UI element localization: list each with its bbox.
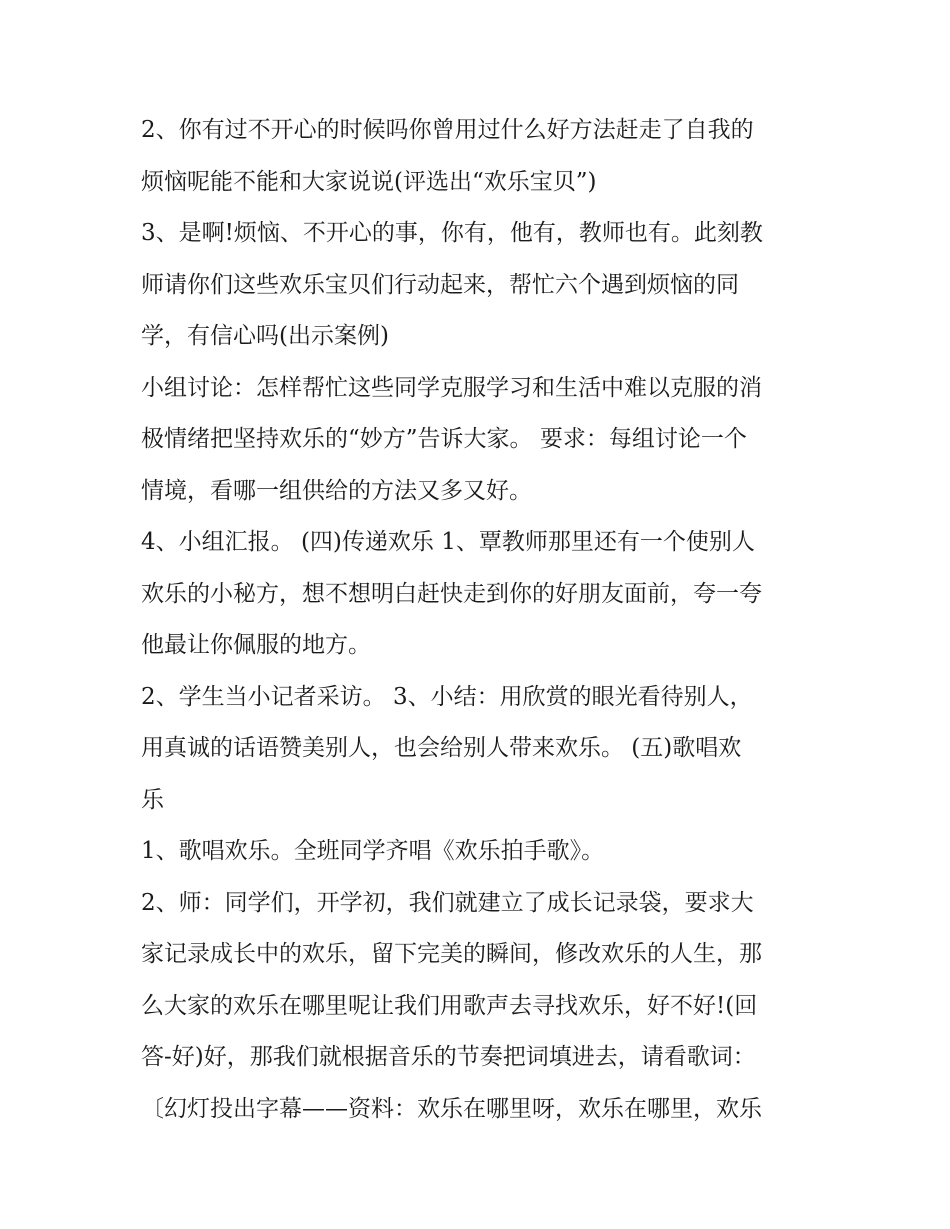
text-line: 乐 — [141, 786, 164, 813]
text-line: 答-好)好，那我们就根据音乐的节奏把词填进去，请看歌词： — [141, 1044, 756, 1070]
text-line: 师请你们这些欢乐宝贝们行动起来，帮忙六个遇到烦恼的同 — [141, 271, 739, 298]
text-line: 2、师：同学们，开学初，我们就建立了成长记录袋，要求大 — [141, 889, 754, 916]
text-line: 2、你有过不开心的时候吗你曾用过什么好方法赶走了自我的 — [141, 117, 754, 143]
text-line: 3、是啊!烦恼、不开心的事，你有，他有，教师也有。此刻教 — [141, 220, 763, 246]
text-line: 小组讨论：怎样帮忙这些同学克服学习和生活中难以克服的消 — [141, 374, 762, 401]
text-line: 欢乐的小秘方，想不想明白赶快走到你的好朋友面前，夸一夸 — [141, 580, 762, 607]
document-body — [141, 105, 831, 1135]
text-line: 2、学生当小记者采访。 3、小结：用欣赏的眼光看待别人， — [141, 683, 753, 710]
text-line: 〔幻灯投出字幕——资料：欢乐在哪里呀，欢乐在哪里，欢乐 — [141, 1095, 762, 1122]
text-line: 1、歌唱欢乐。全班同学齐唱《欢乐拍手歌》。 — [141, 838, 605, 864]
text-line: 情境，看哪一组供给的方法又多又好。 — [141, 477, 532, 504]
text-line: 他最让你佩服的地方。 — [141, 632, 371, 658]
text-line: 烦恼呢能不能和大家说说(评选出“欢乐宝贝”) — [141, 168, 597, 195]
text-line: 学，有信心吗(出示案例) — [141, 323, 389, 349]
text-line: 4、小组汇报。 (四)传递欢乐 1、覃教师那里还有一个使别人 — [141, 529, 755, 555]
text-line: 用真诚的话语赞美别人，也会给别人带来欢乐。 (五)歌唱欢 — [141, 735, 742, 761]
text-line: 么大家的欢乐在哪里呢让我们用歌声去寻找欢乐，好不好!(回 — [141, 992, 758, 1019]
text-line: 极情绪把坚持欢乐的“妙方”告诉大家。 要求：每组讨论一个 — [141, 426, 747, 452]
text-line: 家记录成长中的欢乐，留下完美的瞬间，修改欢乐的人生，那 — [141, 941, 762, 967]
